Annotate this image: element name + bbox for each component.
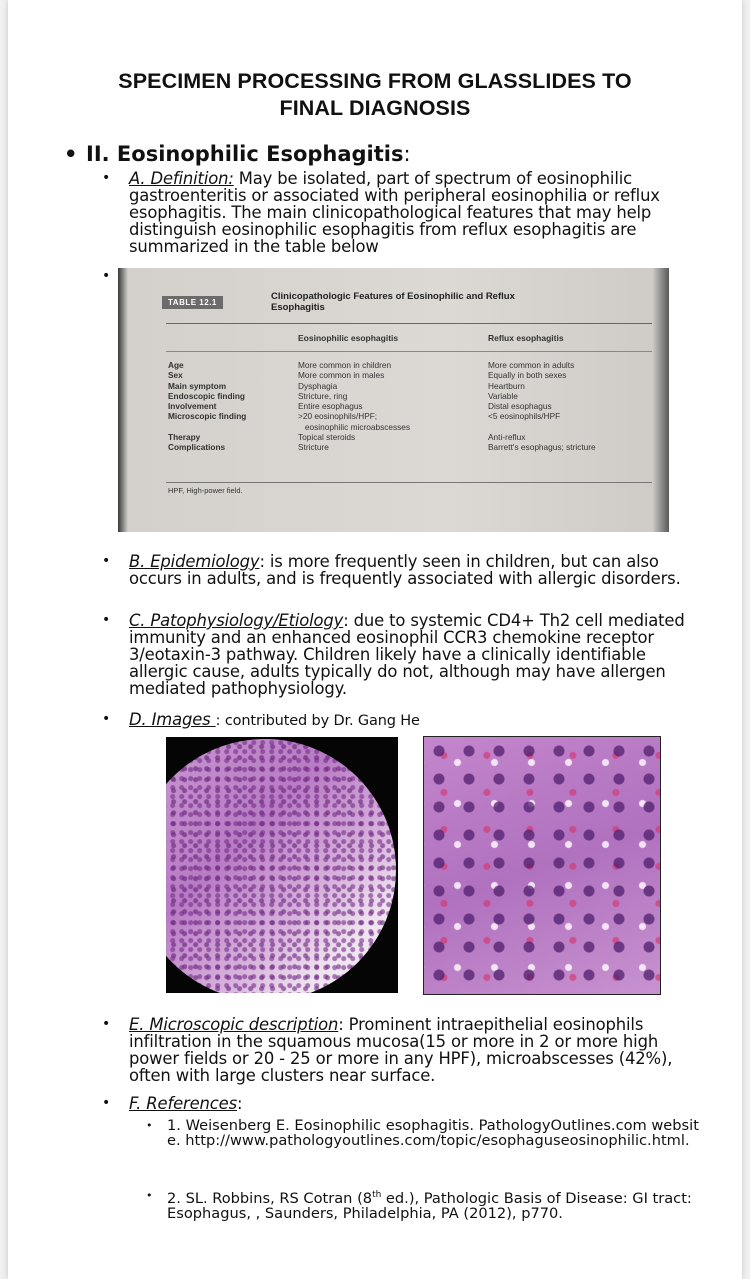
table-cell: Barrett's esophagus; stricture <box>488 442 596 453</box>
table-cell: Heartburn <box>488 380 525 391</box>
table-cell: Anti-reflux <box>488 432 526 443</box>
table-cell: More common in children <box>298 360 392 370</box>
bullet: • <box>102 1095 111 1111</box>
references-label: F. References <box>129 1094 237 1113</box>
section-heading <box>64 142 411 166</box>
bullet: • <box>102 1016 111 1032</box>
table-cell: Stricture <box>298 442 329 453</box>
section-heading-text: II. Eosinophilic Esophagitis <box>86 142 404 166</box>
table-caption-line-2: Esophagitis <box>271 302 325 313</box>
table-cell: >20 eosinophils/HPF; <box>298 411 378 422</box>
table-caption <box>271 291 515 313</box>
bullet: • <box>102 711 111 727</box>
document-page <box>8 0 742 1279</box>
table-caption-line-1: Clinicopathologic Features of Eosinophilic and Reflux <box>271 291 515 302</box>
bullet: • <box>64 142 78 166</box>
table-col-header-eosinophilic: Eosinophilic esophagitis <box>298 333 399 343</box>
table-col-eosinophilic <box>298 360 410 453</box>
table-cell: Topical steroids <box>298 432 356 443</box>
images-item <box>102 711 702 730</box>
reference-1 <box>146 1118 701 1148</box>
row-label: Microscopic finding <box>168 411 247 422</box>
table-photo <box>118 268 669 532</box>
row-label: Therapy <box>168 432 201 443</box>
micrograph-high-power <box>423 736 661 995</box>
table-cell: Dysphagia <box>298 380 338 391</box>
table-col-header-reflux: Reflux esophagitis <box>488 333 564 343</box>
microscopic-item <box>102 1016 702 1084</box>
reference-1-text: 1. Weisenberg E. Eosinophilic esophagitis. PathologyOutlines.com website. http://www.pathologyoutlines.com/topic/esophaguseosinophilic.html. <box>167 1117 699 1149</box>
table-cell: <5 eosinophils/HPF <box>488 411 561 422</box>
row-label <box>168 422 246 432</box>
page-title <box>8 68 742 122</box>
table-rule <box>166 323 652 324</box>
table-col-reflux <box>488 360 596 453</box>
row-label: Involvement <box>168 401 217 412</box>
pathophysiology-label: C. Patophysiology/Etiology <box>129 611 344 630</box>
micrograph-field <box>166 739 396 993</box>
table-cell: More common in males <box>298 370 385 381</box>
table-cell: eosinophilic microabscesses <box>298 421 411 432</box>
pathophysiology-item <box>102 612 702 697</box>
table-cell: More common in adults <box>488 360 575 370</box>
title-line-2: FINAL DIAGNOSIS <box>279 96 471 120</box>
images-label: D. Images <box>129 710 216 729</box>
row-label: Complications <box>168 442 226 453</box>
table-row-labels <box>168 360 246 453</box>
table-cell: Equally in both sexes <box>488 370 567 381</box>
definition-label: A. Definition: <box>129 169 234 188</box>
table-tag: TABLE 12.1 <box>162 296 223 309</box>
epidemiology-text: : is more frequently seen in children, but can also occurs in adults, and is frequently associated with allergic disorders. <box>129 552 681 588</box>
bullet: • <box>102 170 111 186</box>
definition-item <box>102 170 702 255</box>
row-label: Endoscopic finding <box>168 390 245 401</box>
epidemiology-label: B. Epidemiology <box>129 552 260 571</box>
references-item <box>102 1095 702 1112</box>
table-cell <box>488 422 596 432</box>
bullet: • <box>146 1189 153 1202</box>
section-heading-colon: : <box>403 142 411 166</box>
references-colon: : <box>236 1094 243 1113</box>
table-cell: Distal esophagus <box>488 401 552 412</box>
epidemiology-item <box>102 553 702 587</box>
row-label: Sex <box>168 370 183 381</box>
microscopic-text: : Prominent intraepithelial eosinophils infiltration in the squamous mucosa(15 or more in 2 or more high power fields or 20 - 25 or more in any HPF), microabscesses (42%), often with large clusters near surface. <box>129 1015 673 1085</box>
bullet: • <box>146 1119 153 1132</box>
table-rule <box>166 482 652 483</box>
reference-2-text: 2. SL. Robbins, RS Cotran (8th ed.), Pathologic Basis of Disease: GI tract: Esophagus, , Saunders, Philadelphia, PA (2012), p770. <box>167 1189 692 1222</box>
microscopic-label: E. Microscopic description <box>129 1015 339 1034</box>
definition-text: May be isolated, part of spectrum of eosinophilic gastroenteritis or associated with peripheral eosinophilia or reflux esophagitis. The main clinicopathological features that may help distinguish eosinophilic esophagitis from reflux esophagitis are summarized in the table below <box>129 169 660 256</box>
bullet: • <box>102 553 111 569</box>
table-cell: Variable <box>488 390 518 401</box>
table-footnote: HPF, High-power field. <box>168 486 243 495</box>
table-cell: Entire esophagus <box>298 401 363 412</box>
row-label: Age <box>168 360 184 370</box>
reference-2 <box>146 1188 701 1221</box>
pathophysiology-text: : due to systemic CD4+ Th2 cell mediated immunity and an enhanced eosinophil CCR3 chemokine receptor 3/eotaxin-3 pathway. Children likely have a clinically identifiable allergic cause, adults typically do not, although may have allergen mediated pathophysiology. <box>129 611 685 698</box>
table-cell: Stricture, ring <box>298 390 348 401</box>
images-credit: : contributed by Dr. Gang He <box>215 713 420 729</box>
row-label: Main symptom <box>168 380 227 391</box>
micrograph-low-power <box>166 737 398 993</box>
title-line-1: SPECIMEN PROCESSING FROM GLASSLIDES TO <box>118 69 632 93</box>
table-rule <box>166 351 652 352</box>
bullet: • <box>102 268 111 284</box>
bullet: • <box>102 612 111 628</box>
